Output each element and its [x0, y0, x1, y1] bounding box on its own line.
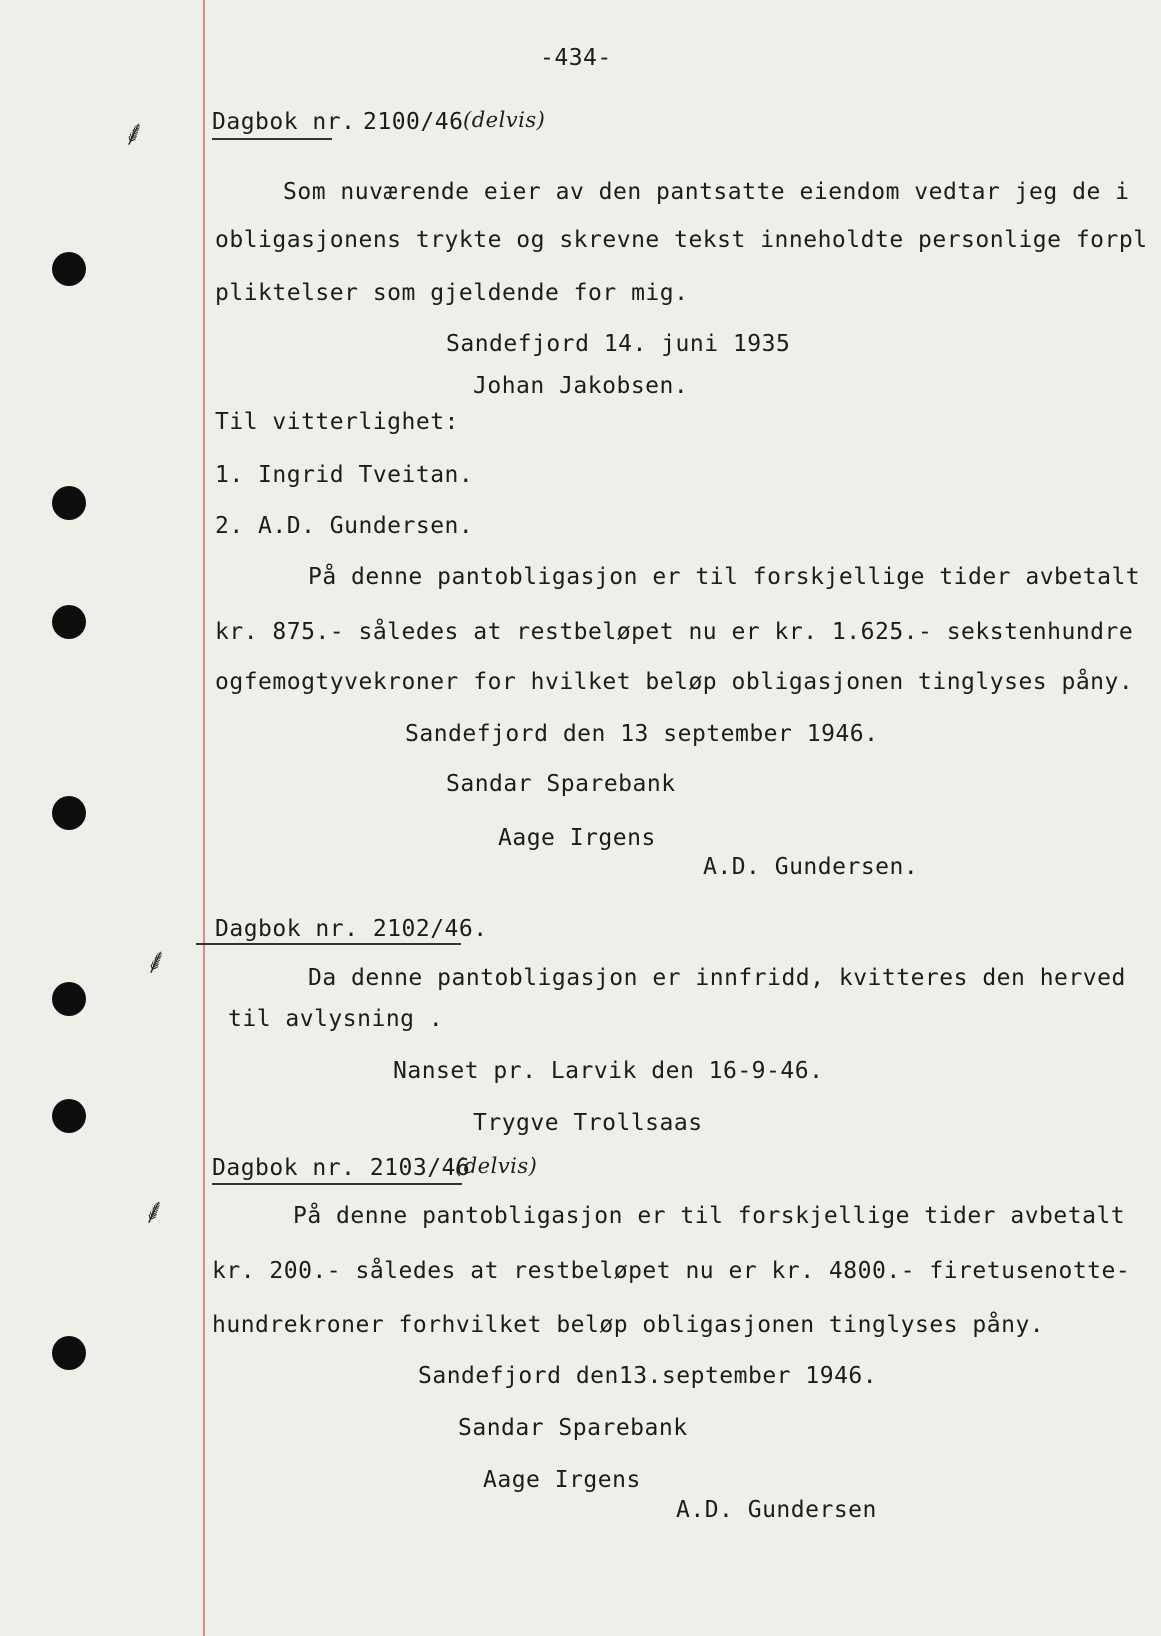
- entry2-heading: Dagbok nr. 2102/46.: [215, 916, 488, 942]
- entry1-pay-line-3: ogfemogtyvekroner for hvilket beløp obligasjonen tinglyses påny.: [215, 669, 1134, 695]
- witness-1: 1. Ingrid Tveitan.: [215, 462, 474, 488]
- punch-hole: [52, 796, 86, 830]
- entry1-bank: Sandar Sparebank: [446, 771, 676, 797]
- entry3-signature-1: Aage Irgens: [483, 1467, 641, 1493]
- entry3-heading: Dagbok nr. 2103/46: [212, 1155, 471, 1181]
- entry1-pay-line-2: kr. 875.- således at restbeløpet nu er kr. 1.625.- sekstenhundre: [215, 619, 1134, 645]
- entry1-signer: Johan Jakobsen.: [473, 373, 689, 399]
- entry3-bank: Sandar Sparebank: [458, 1415, 688, 1441]
- punch-hole: [52, 605, 86, 639]
- punch-hole: [52, 982, 86, 1016]
- entry2-place-date: Nanset pr. Larvik den 16-9-46.: [393, 1058, 824, 1084]
- entry2-line-1: Da denne pantobligasjon er innfridd, kvitteres den herved: [308, 965, 1126, 991]
- entry3-note: (delvis): [455, 1154, 538, 1178]
- entry3-line-3: hundrekroner forhvilket beløp obligasjonen tinglyses påny.: [212, 1312, 1045, 1338]
- heading-underline: [212, 1183, 462, 1185]
- entry1-pay-line-1: På denne pantobligasjon er til forskjellige tider avbetalt: [308, 564, 1141, 590]
- entry3-place-date: Sandefjord den13.september 1946.: [418, 1363, 878, 1389]
- heading-underline: [196, 943, 461, 945]
- entry2-line-2: til avlysning .: [228, 1006, 444, 1032]
- entry1-line-1: Som nuværende eier av den pantsatte eiendom vedtar jeg de i: [283, 179, 1130, 205]
- entry1-line-2: obligasjonens trykte og skrevne tekst inneholdte personlige forpl: [215, 227, 1148, 253]
- punch-hole: [52, 1336, 86, 1370]
- witness-heading: Til vitterlighet:: [215, 409, 459, 435]
- punch-hole: [52, 252, 86, 286]
- entry3-line-1: På denne pantobligasjon er til forskjellige tider avbetalt: [293, 1203, 1126, 1229]
- entry1-signature-1: Aage Irgens: [498, 825, 656, 851]
- witness-2: 2. A.D. Gundersen.: [215, 513, 474, 539]
- margin-initials-mark: ⸙: [136, 1192, 168, 1233]
- margin-line: [203, 0, 205, 1636]
- margin-initials-mark: ⸙: [138, 942, 170, 983]
- margin-initials-mark: ⸙: [116, 114, 148, 155]
- entry1-pay-place-date: Sandefjord den 13 september 1946.: [405, 721, 879, 747]
- punch-hole: [52, 486, 86, 520]
- entry1-number: 2100/46: [363, 109, 464, 135]
- entry2-signer: Trygve Trollsaas: [473, 1110, 703, 1136]
- entry3-line-2: kr. 200.- således at restbeløpet nu er kr. 4800.- firetusenotte-: [212, 1258, 1131, 1284]
- entry1-signature-2: A.D. Gundersen.: [703, 854, 919, 880]
- entry1-place-date: Sandefjord 14. juni 1935: [446, 331, 791, 357]
- entry1-note: (delvis): [463, 108, 546, 132]
- entry1-heading: Dagbok nr.: [212, 109, 356, 135]
- punch-hole: [52, 1099, 86, 1133]
- heading-underline: [212, 138, 332, 140]
- entry3-signature-2: A.D. Gundersen: [676, 1497, 877, 1523]
- entry1-line-3: pliktelser som gjeldende for mig.: [215, 280, 689, 306]
- page-number: -434-: [540, 45, 612, 71]
